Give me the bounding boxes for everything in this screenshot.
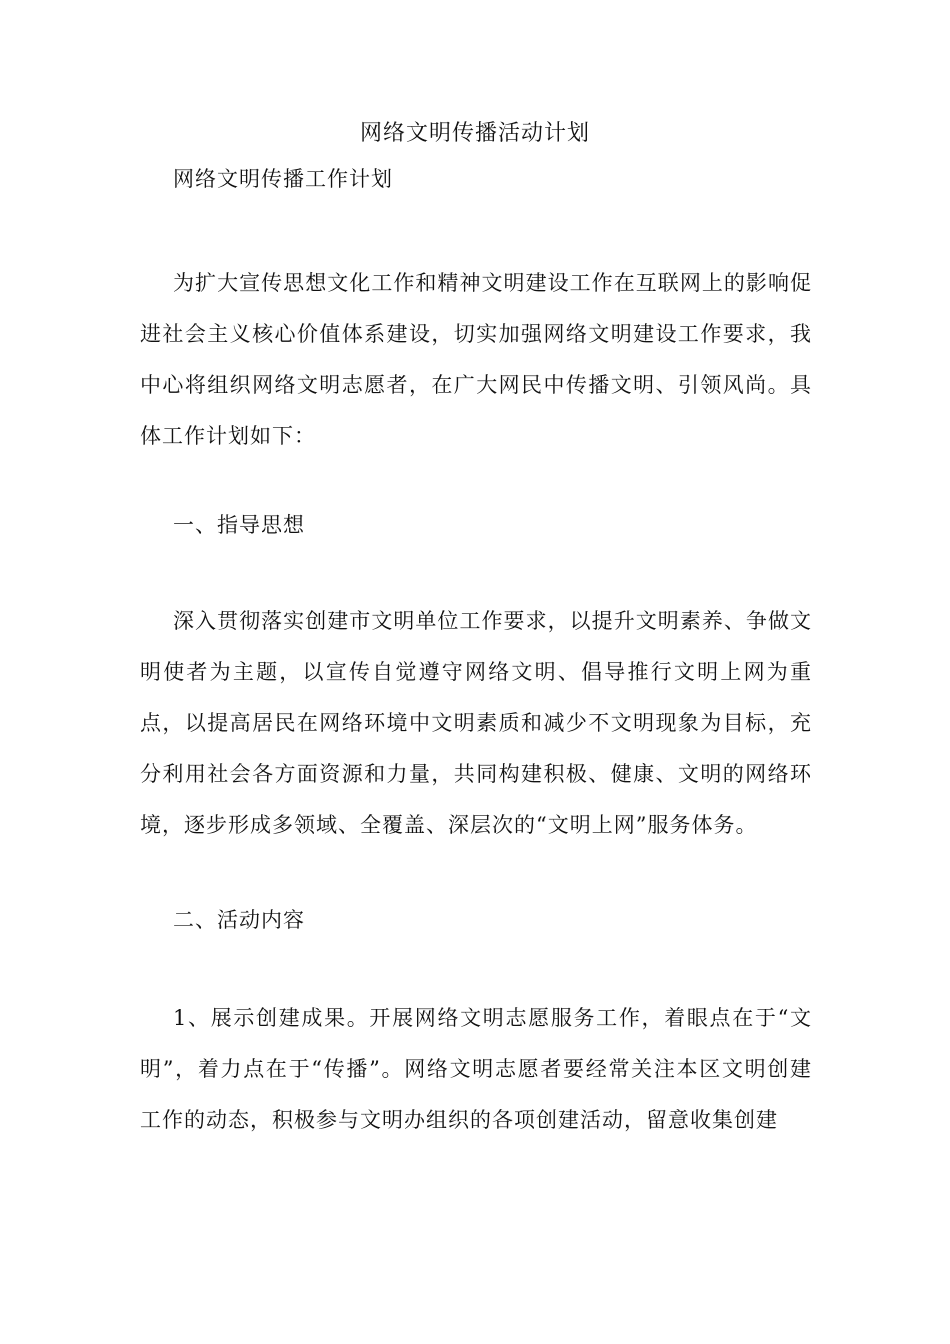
document-title: 网络文明传播活动计划 xyxy=(359,121,590,146)
intro-paragraph: 为扩大宣传思想文化工作和精神文明建设工作在互联网上的影响促进社会主义核心价值体系建设，切实加强网络文明建设工作要求，我中心将组织网络文明志愿者，在广大网民中传播文明、引领风尚。具体工作计划如下： xyxy=(140,271,812,448)
guiding-ideology-paragraph: 深入贯彻落实创建市文明单位工作要求，以提升文明素养、争做文明使者为主题，以宣传自觉遵守网络文明、倡导推行文明上网为重点，以提高居民在网络环境中文明素质和减少不文明现象为目标，充分利用社会各方面资源和力量，共同构建积极、健康、文明的网络环境，逐步形成多领域、全覆盖、深层次的“文明上网”服务体务。 xyxy=(140,609,812,837)
document-subtitle: 网络文明传播工作计划 xyxy=(173,167,393,191)
section-heading-activity-content: 二、活动内容 xyxy=(173,908,305,932)
activity-item-1-paragraph: 1、展示创建成果。开展网络文明志愿服务工作，着眼点在于“文明”，着力点在于“传播”。网络文明志愿者要经常关注本区文明创建工作的动态，积极参与文明办组织的各项创建活动，留意收集创建 xyxy=(140,1006,812,1132)
section-heading-guiding-ideology: 一、指导思想 xyxy=(173,513,305,537)
